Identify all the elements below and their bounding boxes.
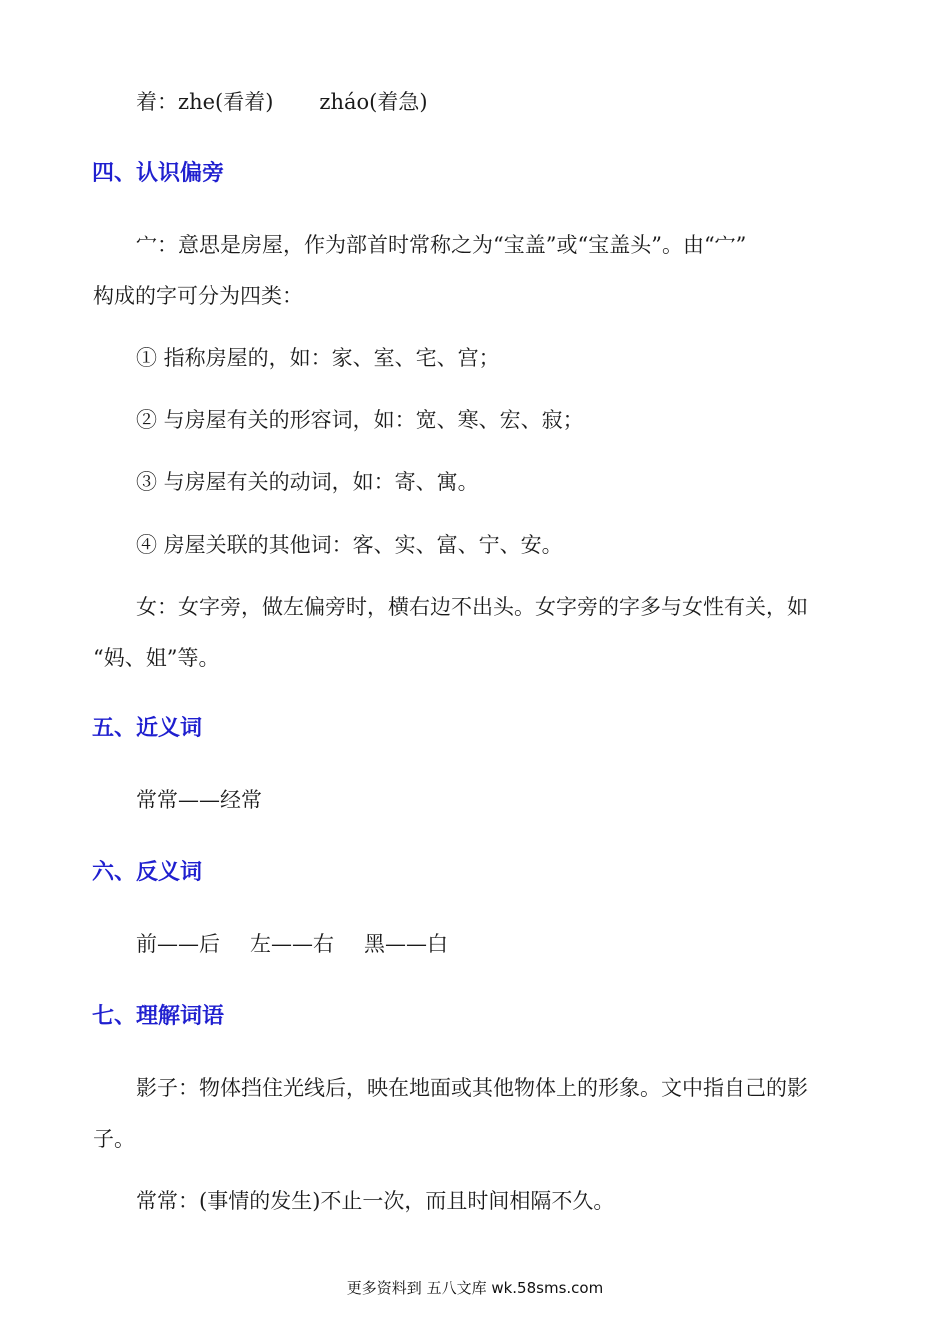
section-heading-7: 七、理解词语	[92, 1004, 225, 1029]
antonym-pair: 黑——白	[364, 932, 448, 956]
radical-mian-para-line1: 宀：意思是房屋，作为部首时常称之为“宝盖”或“宝盖头”。由“宀”	[136, 233, 747, 257]
antonym-pair: 前——后	[136, 932, 220, 956]
section-heading-5: 五、近义词	[92, 716, 203, 741]
radical-list-item: ① 指称房屋的，如：家、室、宅、宫；	[136, 346, 500, 370]
synonym-pair: 常常——经常	[136, 788, 262, 812]
radical-list-item: ② 与房屋有关的形容词，如：宽、寒、宏、寂；	[136, 408, 584, 432]
antonym-pair: 左——右	[250, 932, 334, 956]
pinyin-line	[136, 90, 428, 114]
pinyin-char: 着：	[136, 90, 178, 114]
antonym-pairs	[136, 932, 448, 956]
radical-list-item: ④ 房屋关联的其他词：客、实、富、宁、安。	[136, 533, 563, 557]
radical-list-item: ③ 与房屋有关的动词，如：寄、寓。	[136, 470, 479, 494]
radical-nv-para-line1: 女：女字旁，做左偏旁时，横右边不出头。女字旁的字多与女性有关，如	[136, 595, 808, 619]
pinyin-reading-1: zhe(看着)	[178, 90, 274, 114]
radical-nv-para-line2: “妈、姐”等。	[93, 646, 220, 670]
radical-mian-para-line2: 构成的字可分为四类：	[93, 284, 303, 308]
definition-changchang: 常常：(事情的发生)不止一次，而且时间相隔不久。	[136, 1189, 615, 1213]
section-heading-6: 六、反义词	[92, 860, 203, 885]
section-heading-4: 四、认识偏旁	[92, 161, 225, 186]
pinyin-reading-2: zháo(着急)	[319, 90, 428, 114]
footer-text: 更多资料到 五八文库 wk.58sms.com	[346, 1279, 604, 1297]
definition-line1: 影子：物体挡住光线后，映在地面或其他物体上的形象。文中指自己的影	[136, 1076, 808, 1100]
definition-line2: 子。	[93, 1127, 135, 1151]
